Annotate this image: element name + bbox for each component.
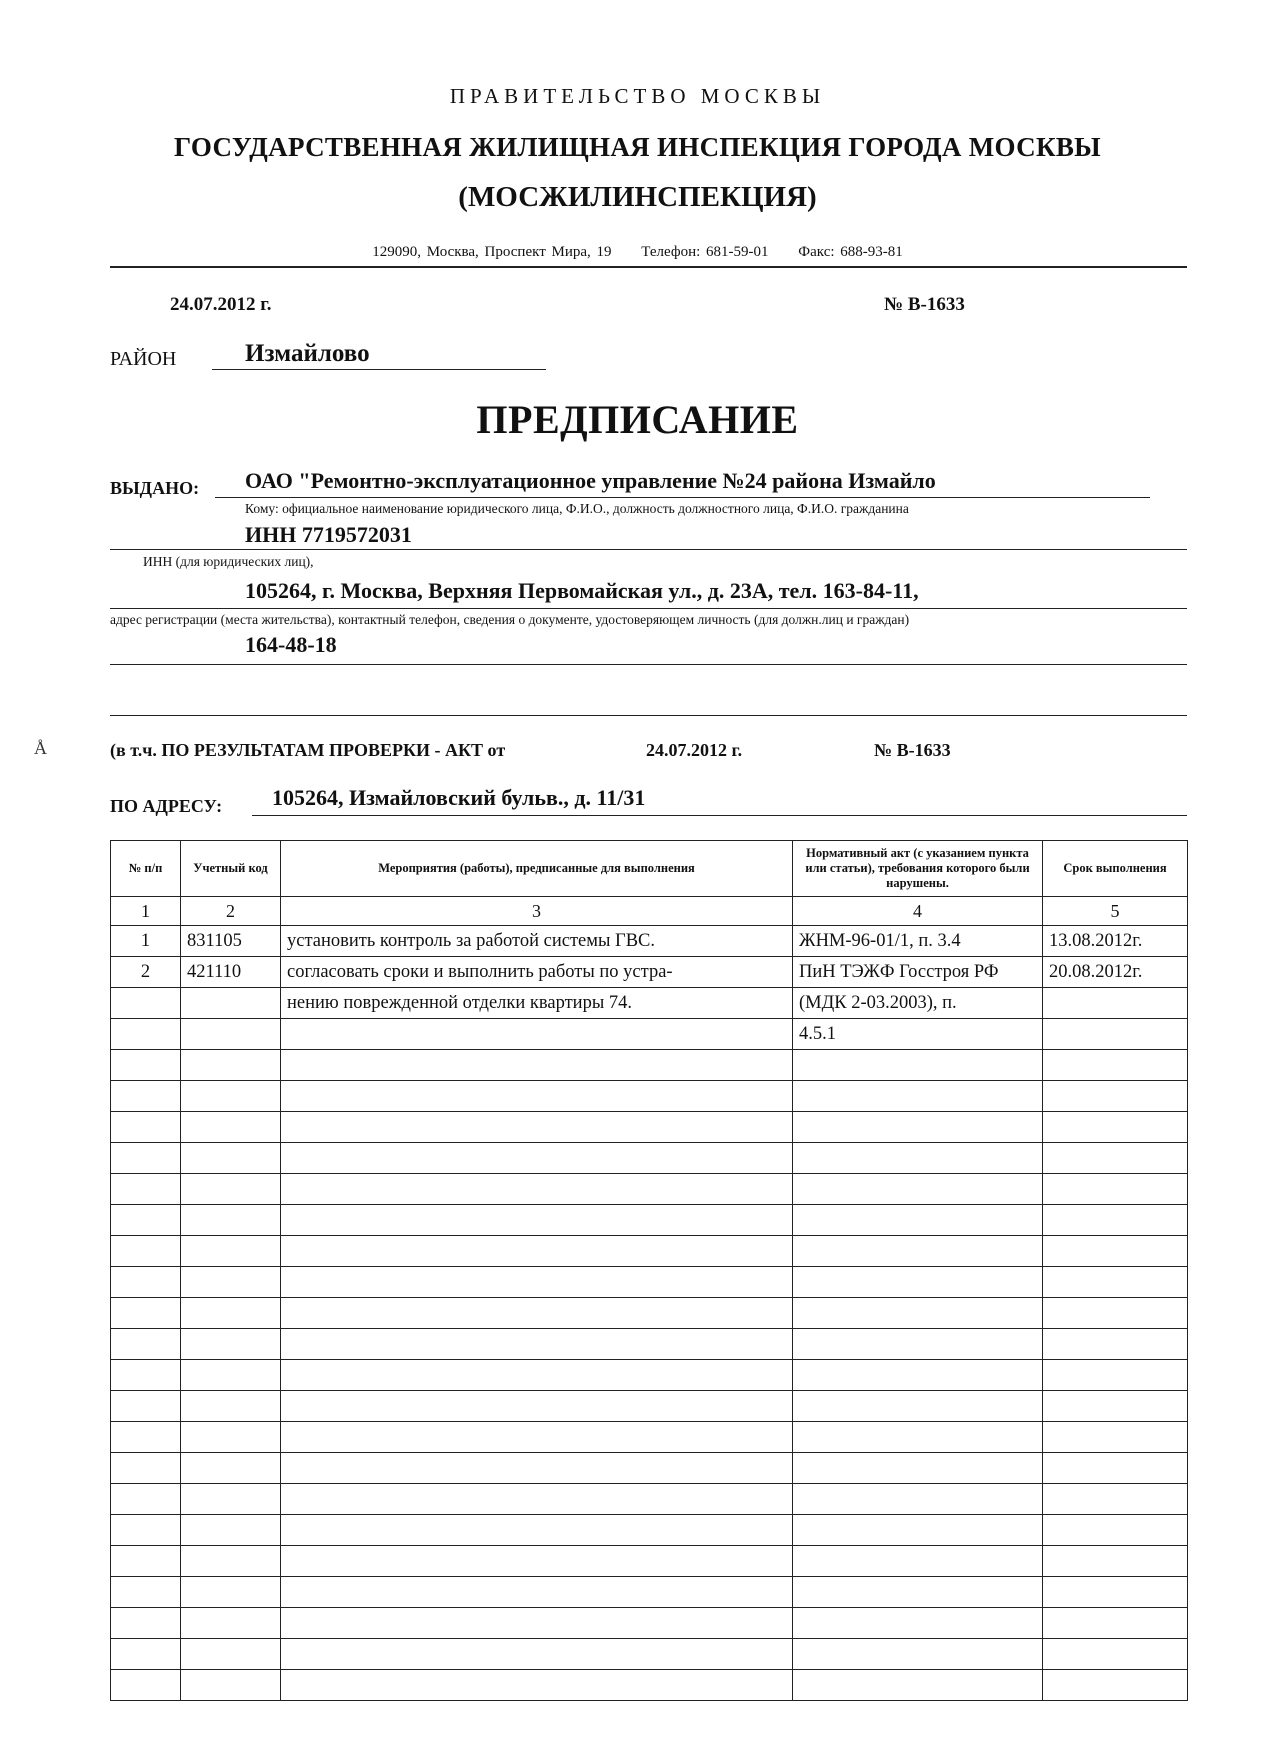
deadline-cell <box>1043 1546 1188 1577</box>
table-row <box>111 1391 1188 1422</box>
row-number-cell <box>111 1019 181 1050</box>
contact-phone-value: 164-48-18 <box>245 632 337 657</box>
issued-value: ОАО "Ремонтно-эксплуатационное управление №24 района Измайло <box>245 468 936 493</box>
account-code-cell <box>181 1360 281 1391</box>
agency-phone: Телефон: 681-59-01 <box>641 244 769 260</box>
account-code-cell <box>181 1298 281 1329</box>
column-number: 3 <box>281 897 793 926</box>
agency-fax: Факс: 688-93-81 <box>798 244 903 260</box>
margin-mark: Å <box>34 738 47 758</box>
table-row <box>111 988 1188 1019</box>
row-number-cell <box>111 1422 181 1453</box>
normative-act-cell <box>793 1329 1043 1360</box>
deadline-cell <box>1043 1174 1188 1205</box>
account-code-cell <box>181 1639 281 1670</box>
account-code-cell <box>181 1391 281 1422</box>
column-number: 4 <box>793 897 1043 926</box>
measure-cell <box>281 1174 793 1205</box>
normative-act-cell <box>793 1546 1043 1577</box>
row-number-cell <box>111 1050 181 1081</box>
normative-act-cell <box>793 1422 1043 1453</box>
normative-act-cell <box>793 1608 1043 1639</box>
inn-underline <box>110 549 1187 550</box>
table-row <box>111 1422 1188 1453</box>
normative-act-cell <box>793 1515 1043 1546</box>
measure-cell <box>281 1515 793 1546</box>
table-row <box>111 1205 1188 1236</box>
row-number-cell <box>111 1360 181 1391</box>
header-account-code: Учетный код <box>181 841 281 897</box>
deadline-cell <box>1043 1639 1188 1670</box>
row-number-cell <box>111 1329 181 1360</box>
deadline-cell <box>1043 988 1188 1019</box>
normative-act-cell: (МДК 2-03.2003), п. <box>793 988 1043 1019</box>
account-code-cell <box>181 1422 281 1453</box>
row-number-cell <box>111 1608 181 1639</box>
normative-act-cell <box>793 1081 1043 1112</box>
table-row <box>111 1546 1188 1577</box>
address-hint: адрес регистрации (места жительства), контактный телефон, сведения о документе, удостоверяющем личность (для должн.лиц и граждан) <box>110 612 910 627</box>
account-code-cell <box>181 1236 281 1267</box>
table-row <box>111 1019 1188 1050</box>
agency-short-name: (МОСЖИЛИНСПЕКЦИЯ) <box>458 181 817 213</box>
measure-cell <box>281 1329 793 1360</box>
inspection-act-prefix: (в т.ч. ПО РЕЗУЛЬТАТАМ ПРОВЕРКИ - АКТ от <box>110 740 506 760</box>
deadline-cell <box>1043 1267 1188 1298</box>
deadline-cell <box>1043 1019 1188 1050</box>
row-number-cell: 1 <box>111 926 181 957</box>
normative-act-cell <box>793 1577 1043 1608</box>
measure-cell <box>281 1050 793 1081</box>
row-number-cell <box>111 1143 181 1174</box>
extra-underline <box>110 715 1187 716</box>
inn-hint: ИНН (для юридических лиц), <box>143 554 314 569</box>
table-row <box>111 1515 1188 1546</box>
account-code-cell <box>181 1205 281 1236</box>
table-row <box>111 1050 1188 1081</box>
order-date: 24.07.2012 г. <box>170 294 272 315</box>
measure-cell <box>281 1205 793 1236</box>
normative-act-cell: ПиН ТЭЖФ Госстроя РФ <box>793 957 1043 988</box>
district-value: Измайлово <box>245 340 370 367</box>
table-row <box>111 1143 1188 1174</box>
measure-cell <box>281 1112 793 1143</box>
account-code-cell <box>181 1081 281 1112</box>
measure-cell <box>281 1081 793 1112</box>
header-measures: Мероприятия (работы), предписанные для выполнения <box>281 841 793 897</box>
row-number-cell <box>111 1112 181 1143</box>
measure-cell: нению поврежденной отделки квартиры 74. <box>281 988 793 1019</box>
measure-cell: установить контроль за работой системы ГВС. <box>281 926 793 957</box>
inspection-address-value: 105264, Измайловский бульв., д. 11/31 <box>272 785 646 810</box>
header-normative-act: Нормативный акт (с указанием пункта или статьи), требования которого были нарушены. <box>793 841 1043 897</box>
measure-cell <box>281 1019 793 1050</box>
measure-cell <box>281 1639 793 1670</box>
government-heading: ПРАВИТЕЛЬСТВО МОСКВЫ <box>449 84 826 108</box>
row-number-cell <box>111 1515 181 1546</box>
row-number-cell <box>111 1298 181 1329</box>
normative-act-cell <box>793 1174 1043 1205</box>
table-row <box>111 926 1188 957</box>
deadline-cell <box>1043 1670 1188 1701</box>
account-code-cell <box>181 1608 281 1639</box>
deadline-cell <box>1043 1360 1188 1391</box>
agency-heading: ГОСУДАРСТВЕННАЯ ЖИЛИЩНАЯ ИНСПЕКЦИЯ ГОРОДА МОСКВЫ <box>174 132 1101 162</box>
deadline-cell <box>1043 1050 1188 1081</box>
inspection-address-label: ПО АДРЕСУ: <box>110 796 223 816</box>
inspection-address-underline <box>252 815 1187 816</box>
normative-act-cell <box>793 1236 1043 1267</box>
measure-cell <box>281 1236 793 1267</box>
account-code-cell <box>181 1174 281 1205</box>
deadline-cell <box>1043 1422 1188 1453</box>
table-row <box>111 1236 1188 1267</box>
table-row <box>111 1670 1188 1701</box>
account-code-cell <box>181 1515 281 1546</box>
inn-value: ИНН 7719572031 <box>245 522 412 547</box>
inspection-act-number: № В-1633 <box>874 740 951 760</box>
header-deadline: Срок выполнения <box>1043 841 1188 897</box>
column-number: 5 <box>1043 897 1188 926</box>
column-number: 2 <box>181 897 281 926</box>
normative-act-cell <box>793 1112 1043 1143</box>
phone-underline <box>110 664 1187 665</box>
header-row-number: № п/п <box>111 841 181 897</box>
account-code-cell <box>181 1453 281 1484</box>
measure-cell <box>281 1484 793 1515</box>
account-code-cell <box>181 1670 281 1701</box>
district-label: РАЙОН <box>110 348 177 370</box>
table-row <box>111 1639 1188 1670</box>
agency-address: 129090, Москва, Проспект Мира, 19 <box>372 244 612 260</box>
normative-act-cell <box>793 1298 1043 1329</box>
table-row <box>111 957 1188 988</box>
account-code-cell <box>181 1019 281 1050</box>
normative-act-cell <box>793 1453 1043 1484</box>
normative-act-cell <box>793 1391 1043 1422</box>
registration-address-value: 105264, г. Москва, Верхняя Первомайская ул., д. 23А, тел. 163-84-11, <box>245 578 919 603</box>
row-number-cell <box>111 988 181 1019</box>
table-row <box>111 1112 1188 1143</box>
measure-cell <box>281 1422 793 1453</box>
deadline-cell <box>1043 1143 1188 1174</box>
column-number: 1 <box>111 897 181 926</box>
table-row <box>111 1608 1188 1639</box>
address-underline <box>110 608 1187 609</box>
table-column-number-row <box>111 897 1188 926</box>
account-code-cell <box>181 1484 281 1515</box>
table-row <box>111 1081 1188 1112</box>
agency-contacts <box>0 244 1275 261</box>
measure-cell: согласовать сроки и выполнить работы по устра- <box>281 957 793 988</box>
deadline-cell <box>1043 1577 1188 1608</box>
normative-act-cell <box>793 1050 1043 1081</box>
table-row <box>111 1174 1188 1205</box>
deadline-cell <box>1043 1205 1188 1236</box>
header-divider <box>110 266 1187 268</box>
deadline-cell <box>1043 1081 1188 1112</box>
measure-cell <box>281 1670 793 1701</box>
table-row <box>111 1298 1188 1329</box>
row-number-cell <box>111 1670 181 1701</box>
row-number-cell <box>111 1391 181 1422</box>
normative-act-cell: 4.5.1 <box>793 1019 1043 1050</box>
normative-act-cell <box>793 1360 1043 1391</box>
deadline-cell <box>1043 1329 1188 1360</box>
normative-act-cell <box>793 1639 1043 1670</box>
table-body <box>111 926 1188 1701</box>
deadline-cell <box>1043 1608 1188 1639</box>
table-row <box>111 1453 1188 1484</box>
normative-act-cell <box>793 1484 1043 1515</box>
deadline-cell: 13.08.2012г. <box>1043 926 1188 957</box>
deadline-cell <box>1043 1298 1188 1329</box>
account-code-cell <box>181 1112 281 1143</box>
normative-act-cell <box>793 1670 1043 1701</box>
measure-cell <box>281 1360 793 1391</box>
row-number-cell <box>111 1453 181 1484</box>
account-code-cell <box>181 1329 281 1360</box>
deadline-cell: 20.08.2012г. <box>1043 957 1188 988</box>
table-row <box>111 1484 1188 1515</box>
district-underline <box>212 369 546 370</box>
row-number-cell <box>111 1174 181 1205</box>
measure-cell <box>281 1608 793 1639</box>
measure-cell <box>281 1391 793 1422</box>
row-number-cell <box>111 1205 181 1236</box>
table-row <box>111 1577 1188 1608</box>
measure-cell <box>281 1453 793 1484</box>
row-number-cell <box>111 1267 181 1298</box>
row-number-cell <box>111 1081 181 1112</box>
account-code-cell <box>181 1143 281 1174</box>
deadline-cell <box>1043 1515 1188 1546</box>
deadline-cell <box>1043 1453 1188 1484</box>
account-code-cell: 421110 <box>181 957 281 988</box>
measure-cell <box>281 1577 793 1608</box>
document-title: ПРЕДПИСАНИЕ <box>476 397 799 442</box>
inspection-act-date: 24.07.2012 г. <box>646 740 743 760</box>
account-code-cell <box>181 1050 281 1081</box>
normative-act-cell <box>793 1205 1043 1236</box>
table-header-row <box>111 841 1188 897</box>
row-number-cell <box>111 1484 181 1515</box>
prescription-table <box>110 840 1188 1701</box>
deadline-cell <box>1043 1391 1188 1422</box>
row-number-cell <box>111 1236 181 1267</box>
issued-underline <box>215 497 1150 498</box>
measure-cell <box>281 1546 793 1577</box>
normative-act-cell: ЖНМ-96-01/1, п. 3.4 <box>793 926 1043 957</box>
measure-cell <box>281 1267 793 1298</box>
measure-cell <box>281 1298 793 1329</box>
measure-cell <box>281 1143 793 1174</box>
issued-hint: Кому: официальное наименование юридического лица, Ф.И.О., должность должностного лица, Ф.И.О. гражданина <box>245 501 909 516</box>
account-code-cell: 831105 <box>181 926 281 957</box>
account-code-cell <box>181 1267 281 1298</box>
row-number-cell <box>111 1577 181 1608</box>
account-code-cell <box>181 988 281 1019</box>
table-row <box>111 1267 1188 1298</box>
account-code-cell <box>181 1577 281 1608</box>
account-code-cell <box>181 1546 281 1577</box>
deadline-cell <box>1043 1484 1188 1515</box>
deadline-cell <box>1043 1236 1188 1267</box>
table-row <box>111 1329 1188 1360</box>
row-number-cell <box>111 1639 181 1670</box>
table-row <box>111 1360 1188 1391</box>
row-number-cell <box>111 1546 181 1577</box>
deadline-cell <box>1043 1112 1188 1143</box>
normative-act-cell <box>793 1267 1043 1298</box>
order-number: № В-1633 <box>884 294 965 315</box>
row-number-cell: 2 <box>111 957 181 988</box>
issued-label: ВЫДАНО: <box>110 478 200 498</box>
normative-act-cell <box>793 1143 1043 1174</box>
